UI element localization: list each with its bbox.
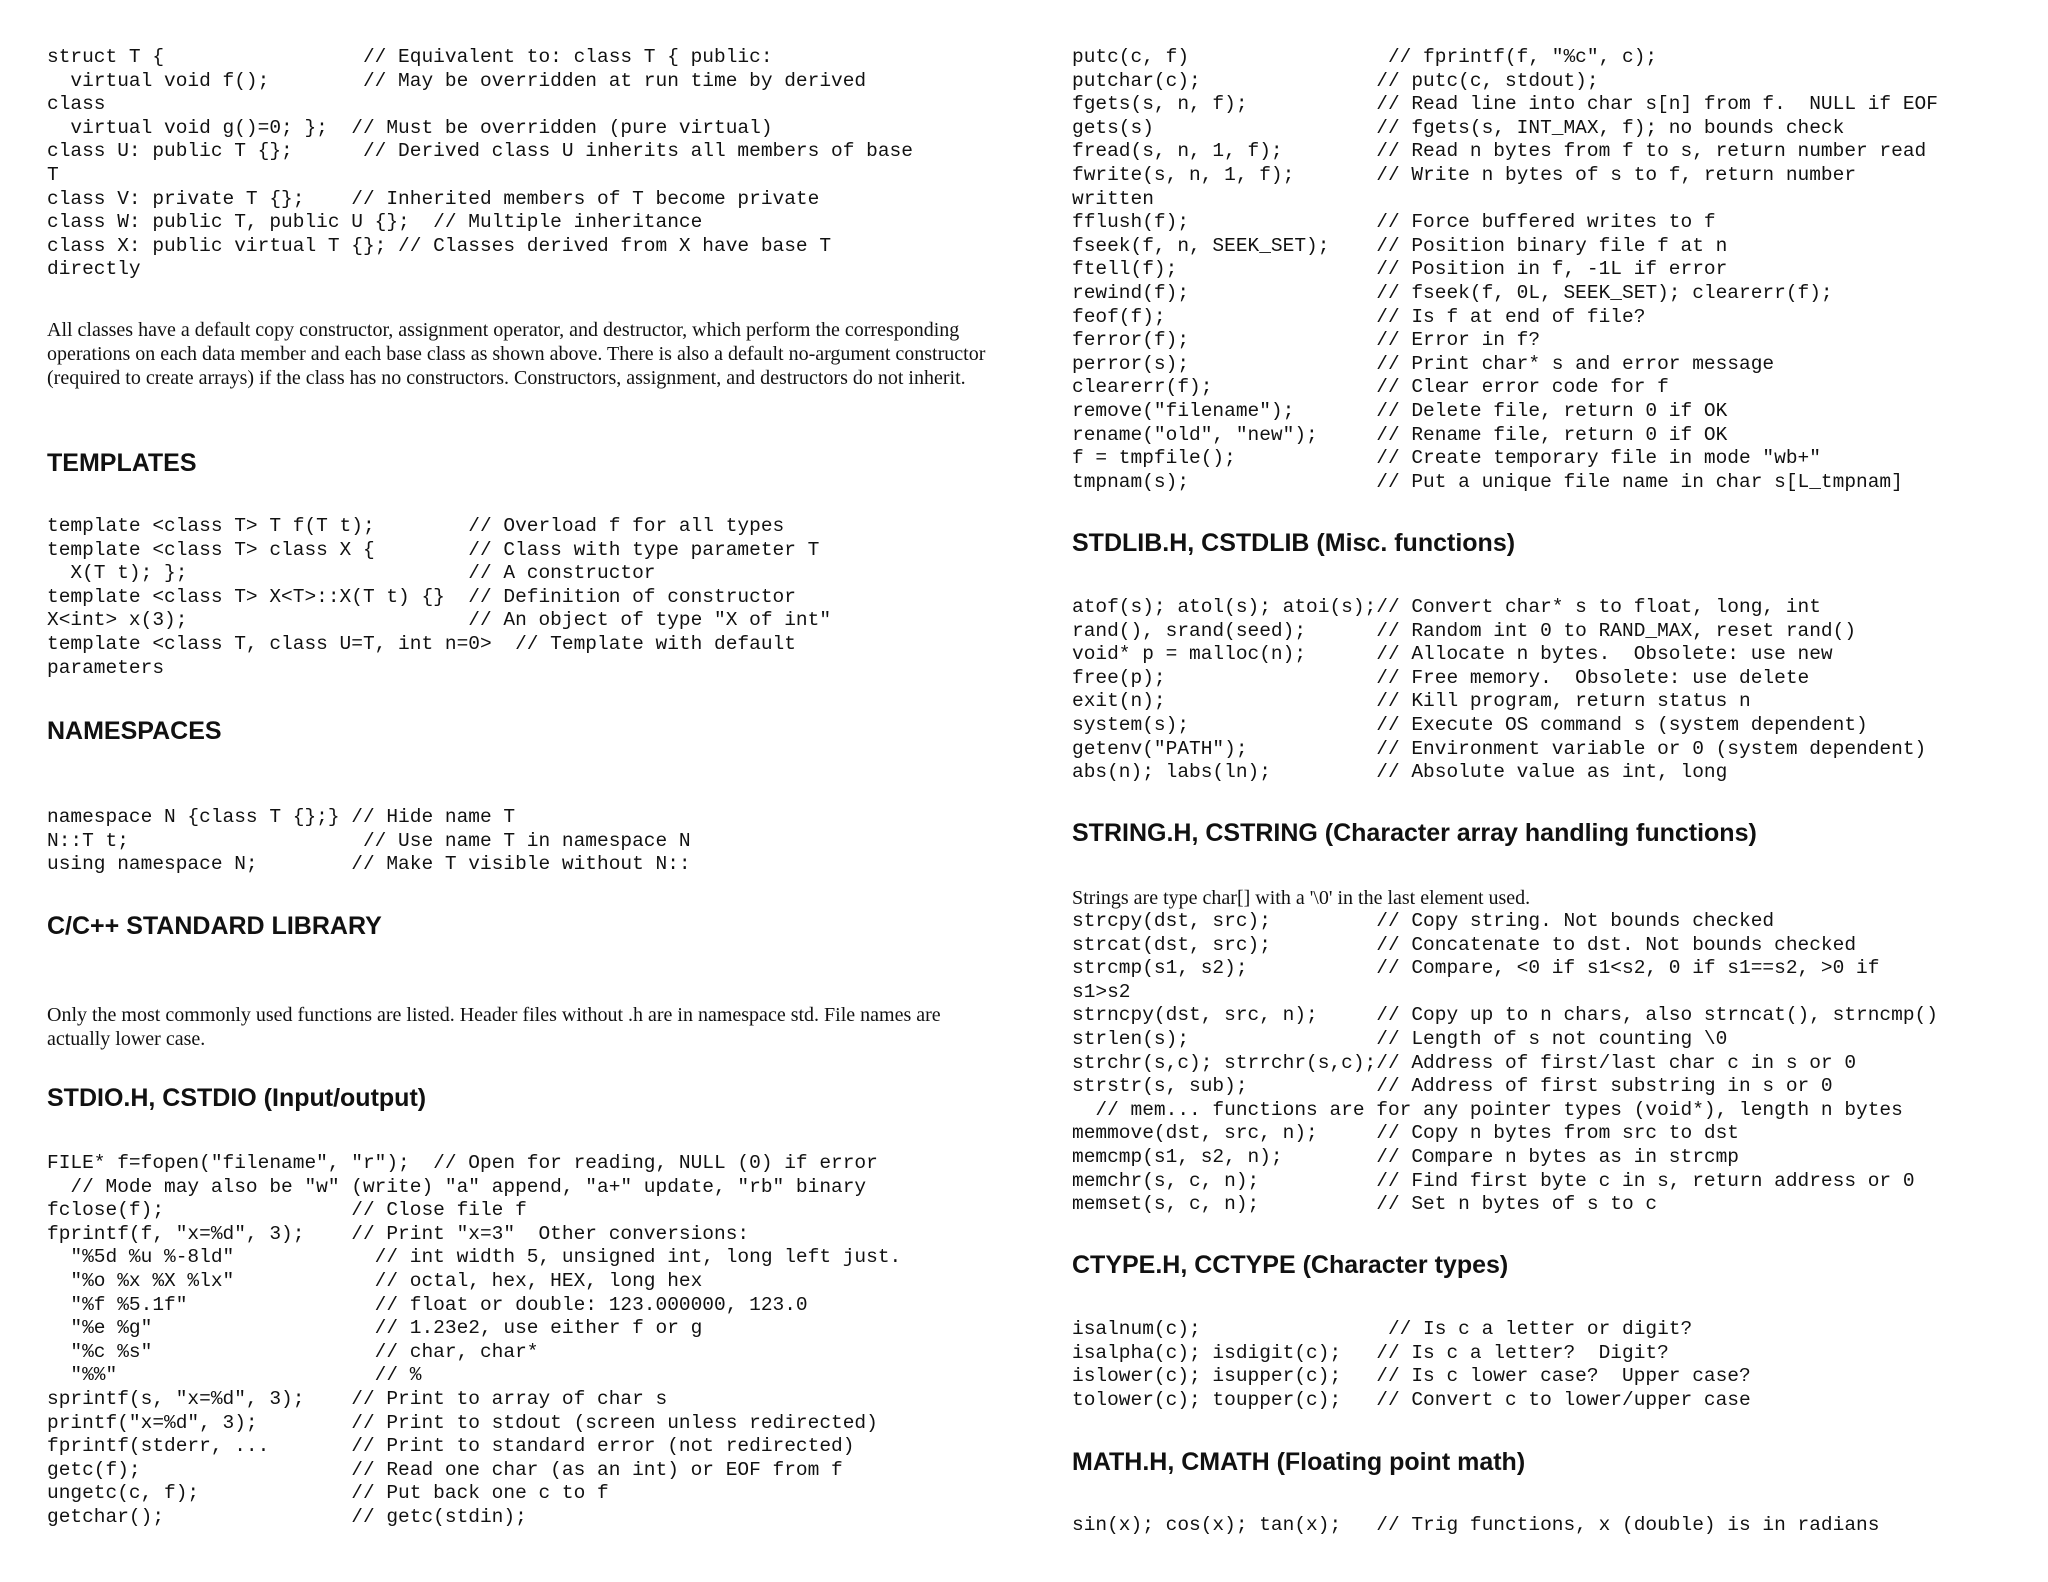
standard-library-heading: C/C++ STANDARD LIBRARY [47,912,382,940]
templates-code-block: template <class T> T f(T t); // Overload f for all types template <class T> class X { // Class with type parameter T X(T t); }; // A constructor template <class T> X<T>::X(T t) {} // Definition of constructor X<int> x(3); // An object of type "X of int" template <class T, class U=T, int n=0> // Template with default parameters [47,515,832,679]
stdio-code-block: FILE* f=fopen("filename", "r"); // Open for reading, NULL (0) if error // Mode may also be "w" (write) "a" append, "a+" update, "rb" binary fclose(f); // Close file f fprintf(f, "x=%d", 3); // Print "x=3" Other conversions: "%5d %u %-8ld" // int width 5, unsigned int, long left just. "%o %x %X %lx" // octal, hex, HEX, long hex "%f %5.1f" // float or double: 123.000000, 123.0 "%e %g" // 1.23e2, use either f or g "%c %s" // char, char* "%%" // % sprintf(s, "x=%d", 3); // Print to array of char s printf("x=%d", 3); // Print to stdout (screen unless redirected) fprintf(stderr, ... // Print to standard error (not redirected) getc(f); // Read one char (as an int) or EOF from f ungetc(c, f); // Put back one c to f getchar(); // getc(stdin); [47,1152,902,1528]
namespaces-code-block: namespace N {class T {};} // Hide name T N::T t; // Use name T in namespace N using namespace N; // Make T visible without N:: [47,806,691,876]
cmath-heading: MATH.H, CMATH (Floating point math) [1072,1448,1526,1476]
cctype-code-block: isalnum(c); // Is c a letter or digit? isalpha(c); isdigit(c); // Is c a letter? Digit? islower(c); isupper(c); // Is c lower case? Upper case? tolower(c); toupper(c); // Convert c to lower/upper case [1072,1318,1751,1411]
cstdlib-code-block: atof(s); atol(s); atoi(s);// Convert char* s to float, long, int rand(), srand(seed); // Random int 0 to RAND_MAX, reset rand() void* p = malloc(n); // Allocate n bytes. Obsolete: use new free(p); // Free memory. Obsolete: use delete exit(n); // Kill program, return status n system(s); // Execute OS command s (system dependent) getenv("PATH"); // Environment variable or 0 (system dependent) abs(n); labs(ln); // Absolute value as int, long [1072,596,1927,784]
classes-code-block: struct T { // Equivalent to: class T { public: virtual void f(); // May be overridden at run time by derived class virtual void g()=0; }; // Must be overridden (pure virtual) class U: public T {}; // Derived class U inherits all members of base T class V: private T {}; // Inherited members of T become private class W: public T, public U {}; // Multiple inheritance class X: public virtual T {}; // Classes derived from X have base T directly [47,46,913,281]
cstring-note: Strings are type char[] with a '\0' in the last element used. [1072,887,1531,909]
cctype-heading: CTYPE.H, CCTYPE (Character types) [1072,1251,1509,1279]
standard-library-note: Only the most commonly used functions are listed. Header files without .h are in namespace std. File names are actually lower case. [47,1004,941,1050]
templates-heading: TEMPLATES [47,449,197,477]
classes-note-paragraph: All classes have a default copy constructor, assignment operator, and destructor, which perform the corresponding operations on each data member and each base class as shown above. There is also a default no-argument constructor (required to create arrays) if the class has no constructors. Constructors, assignment, and destructors do not inherit. [47,319,986,389]
stdio-continued-code-block: putc(c, f) // fprintf(f, "%c", c); putchar(c); // putc(c, stdout); fgets(s, n, f); // Read line into char s[n] from f. NULL if EOF gets(s) // fgets(s, INT_MAX, f); no bounds check fread(s, n, 1, f); // Read n bytes from f to s, return number read fwrite(s, n, 1, f); // Write n bytes of s to f, return number written fflush(f); // Force buffered writes to f fseek(f, n, SEEK_SET); // Position binary file f at n ftell(f); // Position in f, -1L if error rewind(f); // fseek(f, 0L, SEEK_SET); clearerr(f); feof(f); // Is f at end of file? ferror(f); // Error in f? perror(s); // Print char* s and error message clearerr(f); // Clear error code for f remove("filename"); // Delete file, return 0 if OK rename("old", "new"); // Rename file, return 0 if OK f = tmpfile(); // Create temporary file in mode "wb+" tmpnam(s); // Put a unique file name in char s[L_tmpnam] [1072,46,1938,493]
cstring-heading: STRING.H, CSTRING (Character array handling functions) [1072,819,1757,847]
namespaces-heading: NAMESPACES [47,717,222,745]
cmath-code-block: sin(x); cos(x); tan(x); // Trig functions, x (double) is in radians [1072,1514,1880,1536]
stdio-heading: STDIO.H, CSTDIO (Input/output) [47,1084,427,1112]
cstdlib-heading: STDLIB.H, CSTDLIB (Misc. functions) [1072,529,1516,557]
cstring-code-block: strcpy(dst, src); // Copy string. Not bounds checked strcat(dst, src); // Concatenate to dst. Not bounds checked strcmp(s1, s2); // Compare, <0 if s1<s2, 0 if s1==s2, >0 if s1>s2 strncpy(dst, src, n); // Copy up to n chars, also strncat(), strncmp() strlen(s); // Length of s not counting \0 strchr(s,c); strrchr(s,c);// Address of first/last char c in s or 0 strstr(s, sub); // Address of first substring in s or 0 // mem... functions are for any pointer types (void*), length n bytes memmove(dst, src, n); // Copy n bytes from src to dst memcmp(s1, s2, n); // Compare n bytes as in strcmp memchr(s, c, n); // Find first byte c in s, return address or 0 memset(s, c, n); // Set n bytes of s to c [1072,910,1938,1216]
